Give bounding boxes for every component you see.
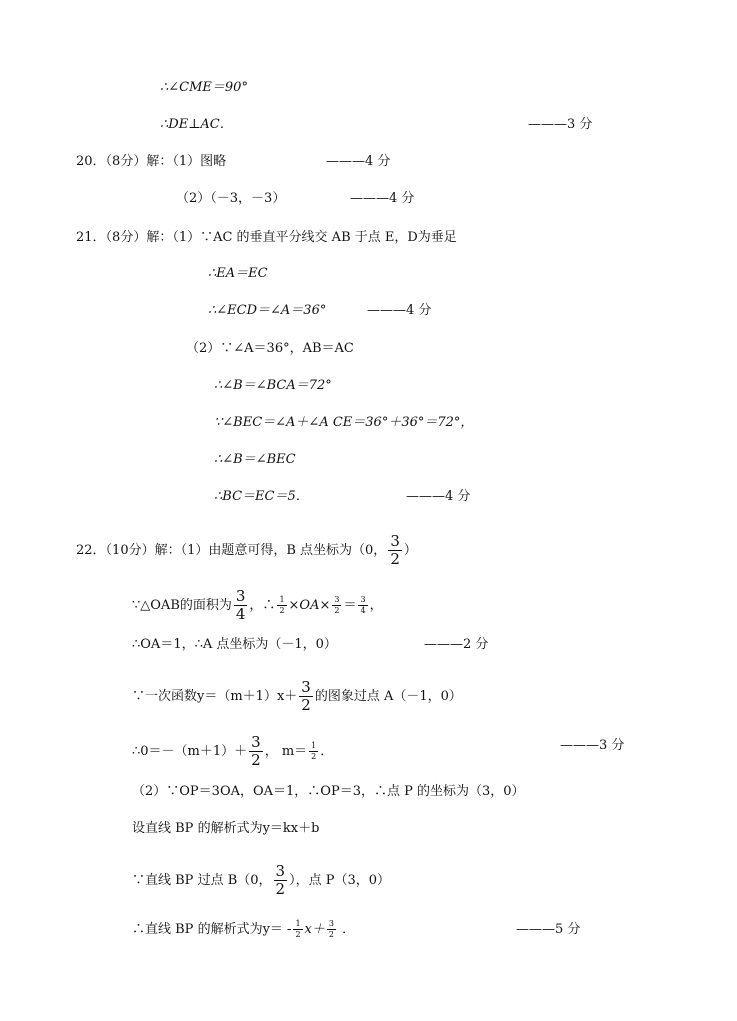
- q22-area-equals: ＝: [343, 598, 357, 613]
- fraction-one-half: $\frac{1}{2}$: [279, 595, 285, 615]
- fraction-three-quarters: $\frac{3}{4}$: [235, 587, 246, 623]
- score-mark: ———3 分: [528, 117, 593, 132]
- q21-step-b-bec: ∴∠B＝∠BEC: [214, 452, 296, 467]
- q22-solve-m: ， m＝: [264, 744, 308, 759]
- q22-bp-result-x: x＋: [304, 922, 325, 937]
- q21-step-bec: ∵∠BEC＝∠A＋∠A CE＝36°＋36°＝72°，: [214, 415, 474, 430]
- q22-part2: （2）∵OP＝3OA，OA＝1，∴OP＝3，∴点 P 的坐标为（3，0）: [132, 784, 525, 799]
- q22-bp-result-text: ∴直线 BP 的解析式为y＝ -: [132, 922, 292, 937]
- q22-area-line: [132, 589, 383, 622]
- fraction-three-halves: $\frac{3}{2}$: [275, 862, 286, 898]
- q22-oa-line: ∴OA＝1，∴A 点坐标为（－1，0）: [132, 637, 337, 652]
- q22-linear-line: [132, 680, 462, 713]
- fraction-three-halves-small: $\frac{3}{2}$: [334, 595, 340, 615]
- q21-step-bc-ec: ∴BC＝EC＝5．: [214, 489, 309, 504]
- q22-heading: [76, 534, 417, 567]
- q21-step-ecd: ∴∠ECD＝∠A＝36°: [208, 303, 327, 318]
- score-mark: ———4 分: [326, 154, 391, 169]
- score-mark: ———4 分: [350, 191, 415, 206]
- q22-solve-m-line: [132, 735, 333, 768]
- score-mark: ———4 分: [406, 489, 471, 504]
- q22-heading-close: ）: [403, 543, 417, 558]
- q22-linear-text: ∵一次函数y＝（m＋1）x＋: [132, 689, 298, 704]
- score-mark: ———3 分: [560, 738, 625, 753]
- fraction-three-halves: $\frac{3}{2}$: [251, 733, 261, 769]
- fraction-three-halves-small: $\frac{3}{2}$: [328, 919, 334, 939]
- fraction-three-halves: $\frac{3}{2}$: [390, 532, 400, 568]
- fraction-one-half: $\frac{1}{2}$: [295, 919, 301, 939]
- line-de-perp-ac: ∴DE⊥AC．: [160, 117, 233, 132]
- q22-bp-result: [132, 920, 355, 939]
- q21-step-b-bca: ∴∠B＝∠BCA＝72°: [214, 378, 332, 393]
- score-mark: ———5 分: [516, 922, 581, 937]
- fraction-one-half: $\frac{1}{2}$: [311, 741, 317, 761]
- line-angle-cme: ∴∠CME＝90°: [160, 80, 248, 95]
- q22-bp-through-text: ∵直线 BP 过点 B（0，: [132, 873, 272, 888]
- q21-step-ea-ec: ∴EA＝EC: [208, 266, 268, 281]
- q20-heading: 20．（8分）解：（1）图略: [76, 154, 227, 169]
- q21-heading: 21．（8分）解：（1）∵AC 的垂直平分线交 AB 于点 E，D为垂足: [76, 230, 457, 245]
- q22-bp-through: [132, 864, 390, 897]
- score-mark: ———4 分: [367, 303, 432, 318]
- q22-area-text: ∵△OAB的面积为: [132, 598, 232, 613]
- q20-part2: （2）（－3，－3）: [176, 191, 286, 206]
- score-mark: ———2 分: [424, 637, 489, 652]
- q22-bp-setup: 设直线 BP 的解析式为y＝kx＋b: [132, 821, 320, 836]
- q22-solve-period: ．: [320, 744, 334, 759]
- q22-bp-result-period: ．: [337, 922, 356, 937]
- fraction-three-quarters-small: $\frac{3}{4}$: [360, 595, 366, 615]
- q22-area-comma: ，: [369, 598, 383, 613]
- q22-bp-through-end: ），点 P（3，0）: [289, 873, 390, 888]
- q22-heading-text: 22．（10分）解：（1）由题意可得，B 点坐标为（0，: [76, 543, 387, 558]
- q22-area-times-oa: ×OA×: [288, 598, 331, 613]
- q21-part2: （2）∵∠A＝36°，AB＝AC: [186, 341, 354, 356]
- q22-solve-text: ∴0＝－（m＋1）＋: [132, 744, 248, 759]
- fraction-three-halves: $\frac{3}{2}$: [301, 678, 311, 714]
- q22-linear-text-end: 的图象过点 A（－1，0）: [314, 689, 462, 704]
- q22-area-therefore: ，∴: [249, 598, 276, 613]
